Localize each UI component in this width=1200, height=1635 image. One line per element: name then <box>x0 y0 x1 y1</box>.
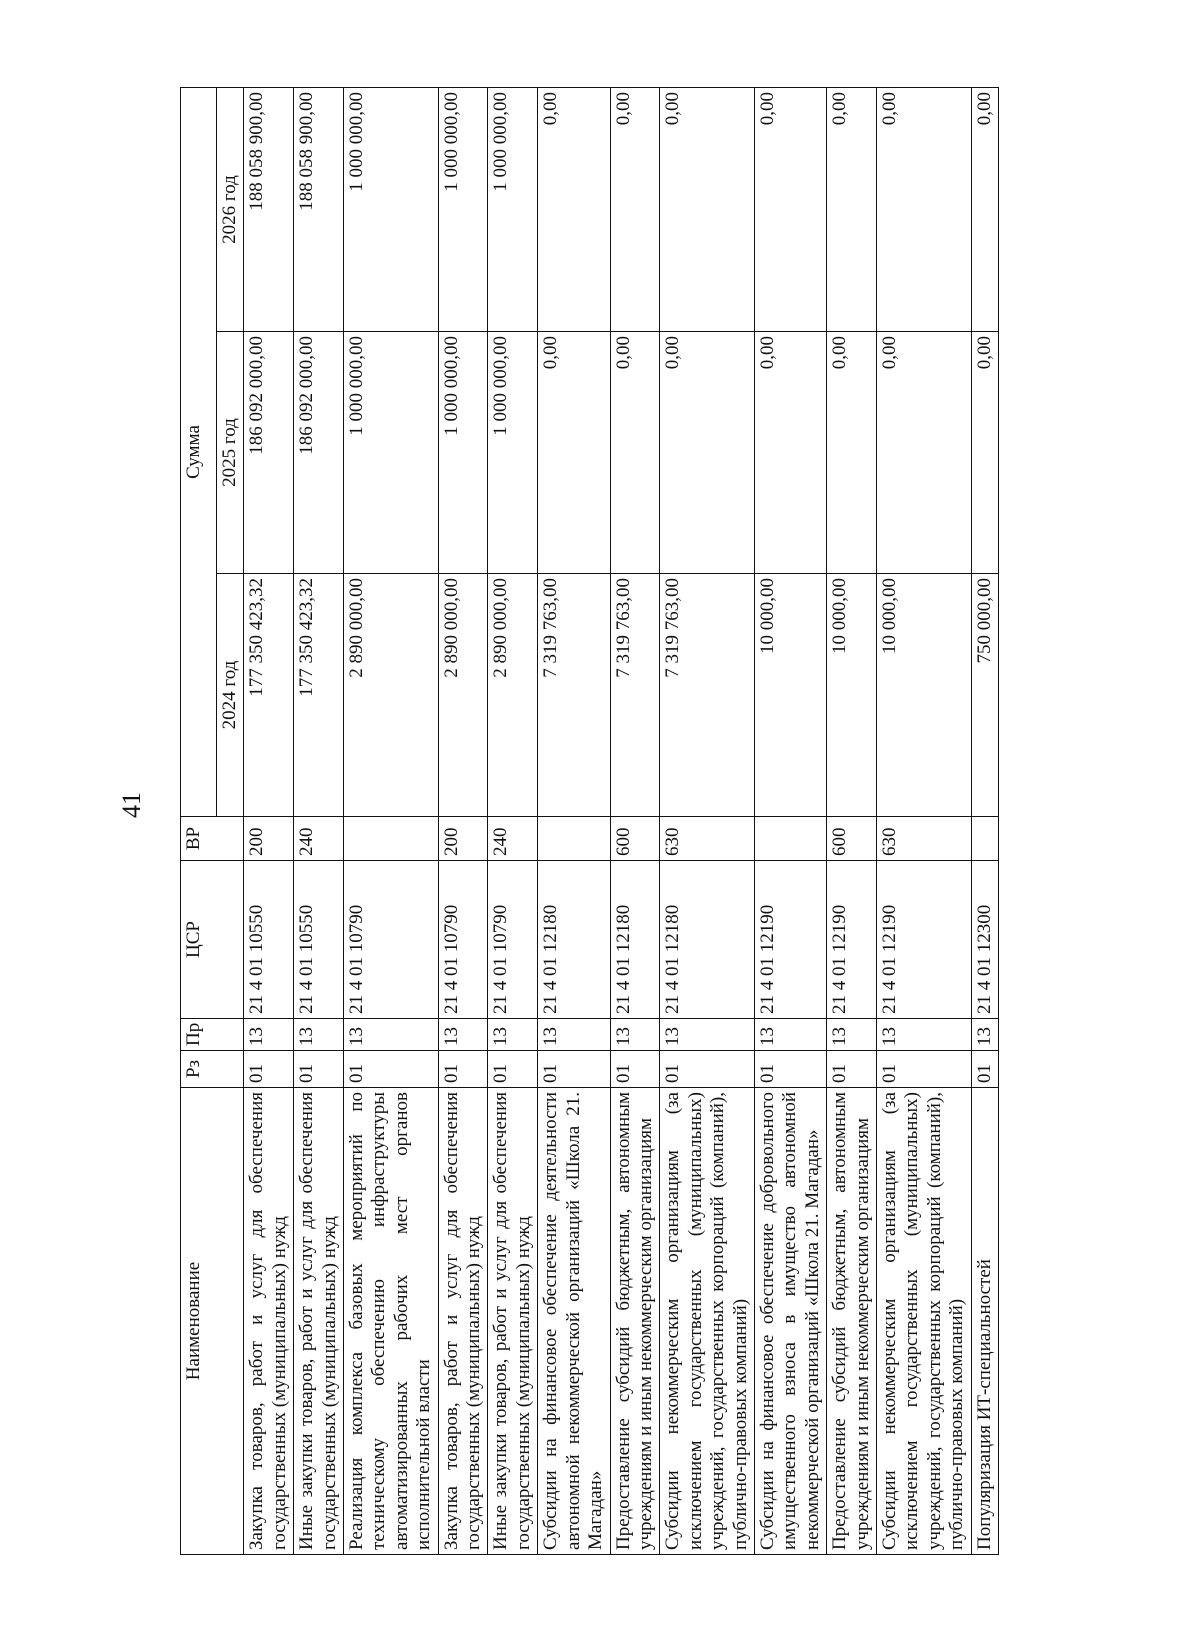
cell-csr: 21 4 01 10550 <box>244 861 294 1019</box>
cell-csr: 21 4 01 12180 <box>660 861 755 1019</box>
cell-2025: 0,00 <box>971 332 998 574</box>
cell-2024: 7 319 763,00 <box>660 574 755 817</box>
cell-rz: 01 <box>827 1051 877 1088</box>
header-2026: 2026 год <box>217 88 244 332</box>
cell-2025: 0,00 <box>610 332 660 574</box>
cell-name: Субсидии на финансовое обеспечение добровольного имущественного взноса в имущество автономной некоммерческой организаций «Школа 21. Магадан» <box>754 1088 826 1555</box>
cell-2024: 750 000,00 <box>971 574 998 817</box>
cell-rz: 01 <box>610 1051 660 1088</box>
cell-name: Предоставление субсидий бюджетным, автономным учреждениям и иным некоммерческим организациям <box>610 1088 660 1555</box>
cell-csr: 21 4 01 12180 <box>610 861 660 1019</box>
cell-csr: 21 4 01 12300 <box>971 861 998 1019</box>
cell-rz: 01 <box>876 1051 971 1088</box>
cell-csr: 21 4 01 12190 <box>876 861 971 1019</box>
cell-pr: 13 <box>971 1019 998 1051</box>
cell-name: Субсидии на финансовое обеспечение деятельности автономной некоммерческой организаций «Школа 21. Магадан» <box>538 1088 610 1555</box>
cell-name: Иные закупки товаров, работ и услуг для обеспечения государственных (муниципальных) нужд <box>294 1088 344 1555</box>
cell-vr <box>754 817 826 861</box>
cell-2026: 1 000 000,00 <box>438 88 488 332</box>
cell-vr: 630 <box>660 817 755 861</box>
table-row <box>660 88 755 1555</box>
cell-rz: 01 <box>971 1051 998 1088</box>
cell-rz: 01 <box>488 1051 538 1088</box>
header-sum: Сумма <box>181 88 217 817</box>
cell-rz: 01 <box>754 1051 826 1088</box>
header-2025: 2025 год <box>217 332 244 574</box>
cell-csr: 21 4 01 12190 <box>827 861 877 1019</box>
table-row <box>344 88 439 1555</box>
cell-2025: 1 000 000,00 <box>438 332 488 574</box>
table-row <box>971 88 998 1555</box>
header-2024: 2024 год <box>217 574 244 817</box>
cell-rz: 01 <box>244 1051 294 1088</box>
cell-csr: 21 4 01 10790 <box>488 861 538 1019</box>
table-row <box>438 88 488 1555</box>
cell-csr: 21 4 01 12190 <box>754 861 826 1019</box>
cell-2026: 0,00 <box>876 88 971 332</box>
cell-pr: 13 <box>488 1019 538 1051</box>
cell-2024: 177 350 423,32 <box>244 574 294 817</box>
table-row <box>876 88 971 1555</box>
cell-csr: 21 4 01 10790 <box>438 861 488 1019</box>
cell-2025: 0,00 <box>827 332 877 574</box>
table-row <box>610 88 660 1555</box>
cell-rz: 01 <box>438 1051 488 1088</box>
cell-2026: 0,00 <box>660 88 755 332</box>
rotated-table-container <box>180 88 1060 1555</box>
cell-vr: 600 <box>610 817 660 861</box>
cell-name: Иные закупки товаров, работ и услуг для обеспечения государственных (муниципальных) нужд <box>488 1088 538 1555</box>
cell-2025: 186 092 000,00 <box>244 332 294 574</box>
cell-2025: 186 092 000,00 <box>294 332 344 574</box>
cell-name: Закупка товаров, работ и услуг для обеспечения государственных (муниципальных) нужд <box>244 1088 294 1555</box>
cell-rz: 01 <box>660 1051 755 1088</box>
cell-pr: 13 <box>538 1019 610 1051</box>
budget-table <box>180 87 999 1555</box>
cell-2025: 0,00 <box>660 332 755 574</box>
cell-2024: 10 000,00 <box>754 574 826 817</box>
cell-2024: 7 319 763,00 <box>610 574 660 817</box>
header-csr: ЦСР <box>181 861 244 1019</box>
cell-2024: 10 000,00 <box>876 574 971 817</box>
cell-2024: 10 000,00 <box>827 574 877 817</box>
cell-pr: 13 <box>660 1019 755 1051</box>
header-rz: Рз <box>181 1051 244 1088</box>
cell-2024: 2 890 000,00 <box>344 574 439 817</box>
cell-2026: 188 058 900,00 <box>244 88 294 332</box>
cell-vr <box>538 817 610 861</box>
cell-vr: 630 <box>876 817 971 861</box>
cell-2026: 0,00 <box>610 88 660 332</box>
cell-2024: 2 890 000,00 <box>488 574 538 817</box>
cell-rz: 01 <box>538 1051 610 1088</box>
cell-vr <box>344 817 439 861</box>
cell-name: Реализация комплекса базовых мероприятий по техническому обеспечению инфраструктуры автоматизированных рабочих мест органов исполнительной власти <box>344 1088 439 1555</box>
cell-2024: 2 890 000,00 <box>438 574 488 817</box>
cell-2025: 1 000 000,00 <box>344 332 439 574</box>
cell-pr: 13 <box>244 1019 294 1051</box>
cell-rz: 01 <box>294 1051 344 1088</box>
cell-2026: 0,00 <box>827 88 877 332</box>
header-name: Наименование <box>181 1088 244 1555</box>
table-row <box>754 88 826 1555</box>
cell-vr: 240 <box>294 817 344 861</box>
cell-name: Субсидии некоммерческим организациям (за исключением государственных (муниципальных) учреждений, государственных корпораций (компаний), публично-правовых компаний) <box>876 1088 971 1555</box>
cell-vr: 200 <box>244 817 294 861</box>
table-row <box>488 88 538 1555</box>
table-row <box>827 88 877 1555</box>
cell-rz: 01 <box>344 1051 439 1088</box>
table-row <box>538 88 610 1555</box>
cell-csr: 21 4 01 10790 <box>344 861 439 1019</box>
header-vr: ВР <box>181 817 244 861</box>
cell-2025: 1 000 000,00 <box>488 332 538 574</box>
page-number: 41 <box>117 792 146 818</box>
cell-name: Субсидии некоммерческим организациям (за исключением государственных (муниципальных) учреждений, государственных корпораций (компаний), публично-правовых компаний) <box>660 1088 755 1555</box>
cell-csr: 21 4 01 10550 <box>294 861 344 1019</box>
cell-csr: 21 4 01 12180 <box>538 861 610 1019</box>
cell-vr: 200 <box>438 817 488 861</box>
cell-pr: 13 <box>876 1019 971 1051</box>
cell-2026: 0,00 <box>538 88 610 332</box>
cell-2025: 0,00 <box>754 332 826 574</box>
cell-pr: 13 <box>344 1019 439 1051</box>
cell-name: Популяризация ИТ-специальностей <box>971 1088 998 1555</box>
cell-2026: 0,00 <box>754 88 826 332</box>
table-row <box>244 88 294 1555</box>
cell-vr <box>971 817 998 861</box>
cell-2024: 177 350 423,32 <box>294 574 344 817</box>
cell-2025: 0,00 <box>876 332 971 574</box>
cell-name: Предоставление субсидий бюджетным, автономным учреждениям и иным некоммерческим организациям <box>827 1088 877 1555</box>
cell-pr: 13 <box>827 1019 877 1051</box>
cell-pr: 13 <box>438 1019 488 1051</box>
table-row <box>294 88 344 1555</box>
cell-name: Закупка товаров, работ и услуг для обеспечения государственных (муниципальных) нужд <box>438 1088 488 1555</box>
cell-pr: 13 <box>754 1019 826 1051</box>
cell-2024: 7 319 763,00 <box>538 574 610 817</box>
header-pr: Пр <box>181 1019 244 1051</box>
cell-vr: 240 <box>488 817 538 861</box>
cell-vr: 600 <box>827 817 877 861</box>
cell-2026: 188 058 900,00 <box>294 88 344 332</box>
cell-2026: 1 000 000,00 <box>344 88 439 332</box>
cell-2026: 0,00 <box>971 88 998 332</box>
cell-pr: 13 <box>610 1019 660 1051</box>
cell-2025: 0,00 <box>538 332 610 574</box>
cell-2026: 1 000 000,00 <box>488 88 538 332</box>
cell-pr: 13 <box>294 1019 344 1051</box>
